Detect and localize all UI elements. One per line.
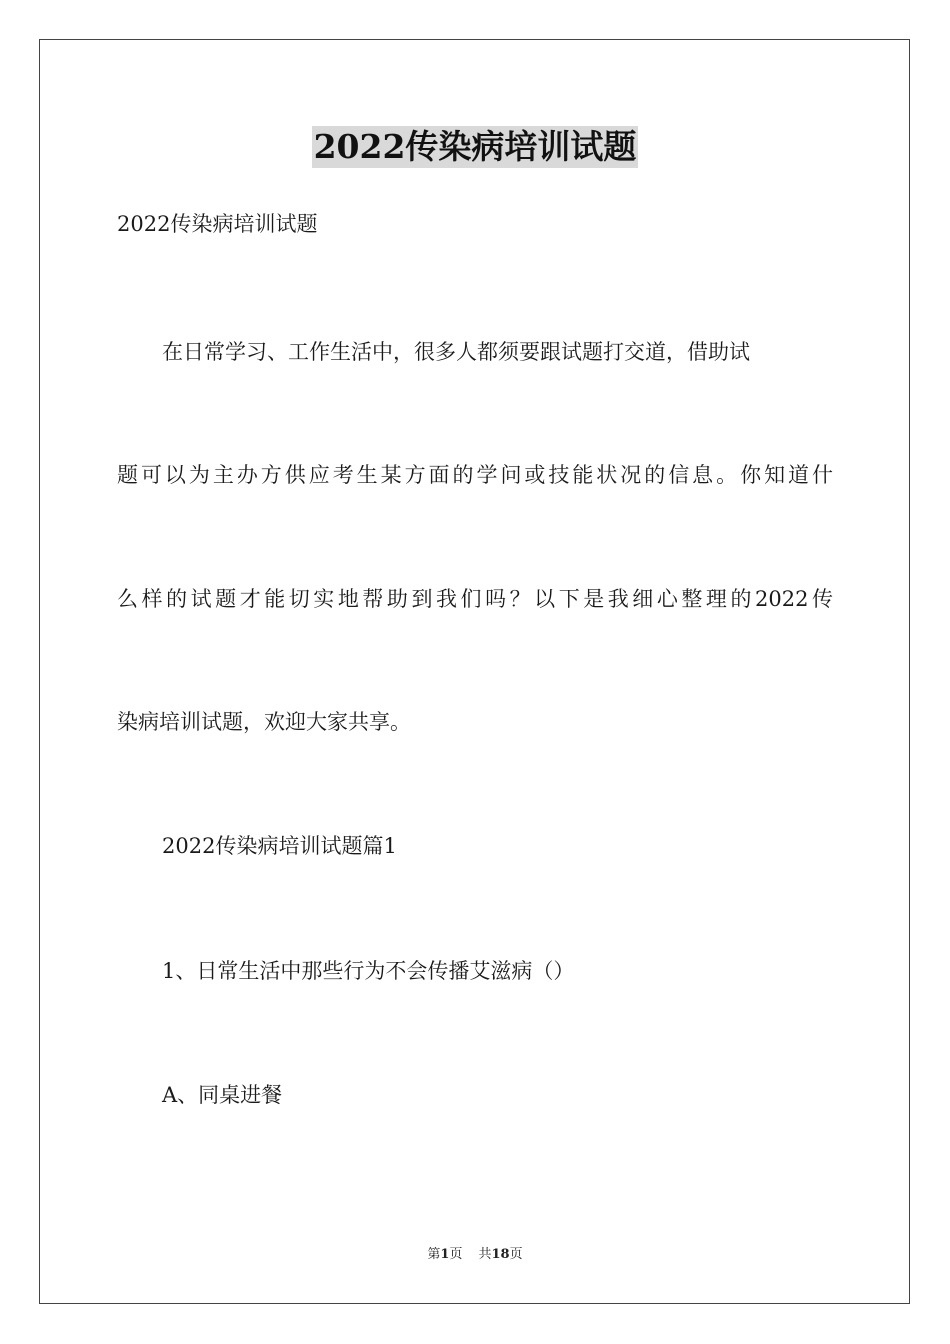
footer-page-prefix: 第 [427, 1247, 441, 1262]
title-container [0, 126, 950, 168]
question-1: 1、日常生活中那些行为不会传播艾滋病（） [162, 959, 575, 983]
section-heading: 2022传染病培训试题篇1 [162, 834, 397, 858]
paragraph-line-3: 么样的试题才能切实地帮助到我们吗？以下是我细心整理的2022传 [117, 587, 833, 611]
document-subtitle: 2022传染病培训试题 [117, 212, 318, 236]
footer-page-number: 1 [440, 1247, 450, 1262]
page-footer [0, 1246, 950, 1264]
footer-total-suffix: 页 [509, 1247, 523, 1262]
paragraph-line-4: 染病培训试题，欢迎大家共享。 [117, 710, 411, 734]
footer-page-suffix: 页 [449, 1247, 463, 1262]
document-title: 2022传染病培训试题 [313, 127, 637, 166]
footer-total-pages: 18 [491, 1247, 510, 1262]
paragraph-line-1: 在日常学习、工作生活中，很多人都须要跟试题打交道，借助试 [162, 340, 750, 364]
paragraph-line-2: 题可以为主办方供应考生某方面的学问或技能状况的信息。你知道什 [117, 463, 833, 487]
option-a: A、同桌进餐 [162, 1083, 283, 1107]
footer-total-prefix: 共 [478, 1247, 492, 1262]
